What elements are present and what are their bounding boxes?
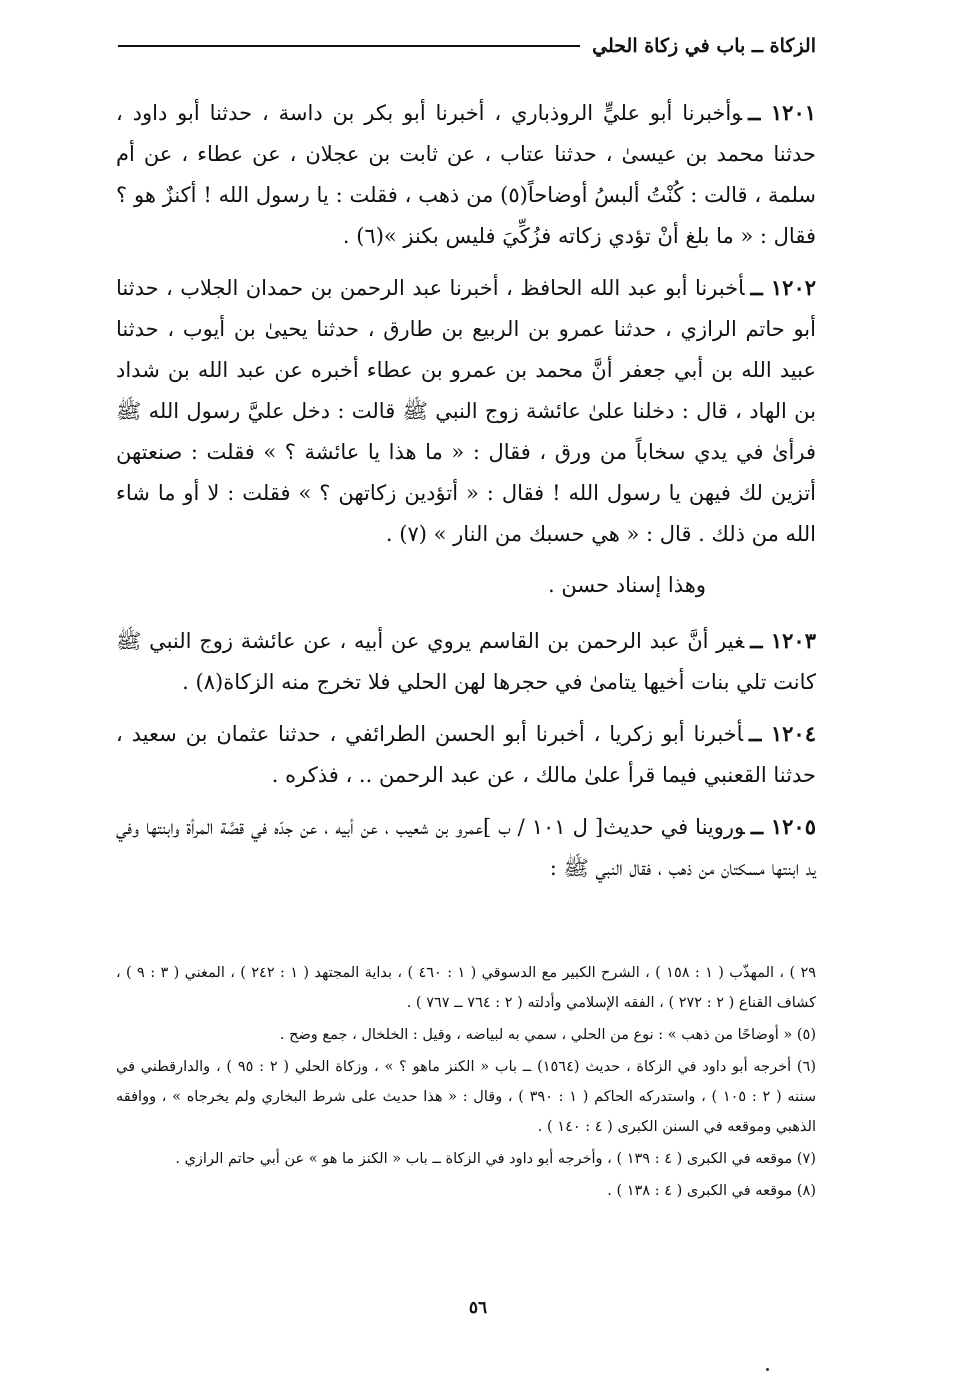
hadith-1205 (116, 806, 816, 889)
hadith-1203 (116, 620, 816, 703)
hadith-1204 (116, 713, 816, 796)
footnotes (116, 958, 816, 1208)
stray-dot (766, 1368, 769, 1371)
hadith-number: ١٢٠٢ ــ (750, 275, 817, 300)
footnote: (٧) موقعه في الكبرى ( ٤ : ١٣٩ ) ، وأخرجه أبو داود في الزكاة ــ باب « الكنز ما هو » عن أبي حاتم الرازي . (175, 1151, 816, 1167)
hadith-1201 (116, 92, 816, 257)
header-rule (118, 45, 580, 47)
footnote: (٦) أخرجه أبو داود في الزكاة ، حديث (١٥٦٤) ــ باب « الكنز ماهو ؟ » ، وزكاة الحلي ( ٢ : ٩٥ ) ، والدارقطني في سننه ( ٢ : ١٠٥ ) ، واستدركه الحاكم ( ١ : ٣٩٠ ) ، وقال : « هذا حديث على شرط البخاري ولم يخرجاه » ، ووافقه الذهبي وموقعه في السنن الكبرى ( ٤ : ١٤٠ ) . (116, 1059, 817, 1135)
hadith-number: ١٢٠٥ ــ (750, 814, 816, 839)
footnote: (٥) « أوضاحًا من ذهب » : نوع من الحلي ، سمي به لبياضه ، وقيل : الخلخال ، جمع وضح . (279, 1027, 816, 1043)
hadith-text: أخبرنا أبو زكريا ، أخبرنا أبو الحسن الطرائفي ، حدثنا عثمان بن سعيد ، حدثنا القعنبي فيما قرأ علىٰ مالك ، عن عبد الرحمن .. ، فذكره . (116, 722, 816, 787)
hadith-text: أخبرنا أبو عبد الله الحافظ ، أخبرنا عبد الرحمن بن حمدان الجلاب ، حدثنا أبو حاتم الرازي ، حدثنا عمرو بن الربيع بن طارق ، حدثنا يحيىٰ بن أيوب ، حدثنا عبيد الله بن أبي جعفر أنَّ محمد بن عمرو بن عطاء أخبره عن عبد الله بن شداد بن الهاد ، قال : دخلنا علىٰ عائشة زوج النبي ﷺ قالت : دخل عليَّ رسول الله ﷺ فرأىٰ في يدي سخاباً من ورق ، فقال : « ما هذا يا عائشة ؟ » فقلت : صنعتهن أتزين لك فيهن يا رسول الله ! فقال : « أتؤدين زكاتهن ؟ » فقلت : لا أو ما شاء الله من ذلك . قال : « هي حسبك من النار » (٧) . (116, 276, 816, 546)
isnad-note (116, 565, 816, 606)
hadith-text: وروينا في حديث[ ل ١٠١ / ب ]عمرو بن شعيب ، عن أبيه ، عن جدّه في قصَّة المرأة وابنتها وفي يد ابنتها مسكتان من ذهب ، فقال النبي ﷺ : (116, 815, 816, 880)
footnote: (٨) موقعه في الكبرى ( ٤ : ١٣٨ ) . (607, 1183, 816, 1199)
hadith-1202 (116, 267, 816, 555)
hadith-text: وأخبرنا أبو عليٍّ الروذباري ، أخبرنا أبو بكر بن داسة ، حدثنا أبو داود ، حدثنا محمد بن عيسىٰ ، حدثنا عتاب ، عن ثابت بن عجلان ، عن عطاء ، عن أم سلمة ، قالت : كُنْتُ ألبسُ أوضاحاً(٥) من ذهب ، فقلت : يا رسول الله ! أكنزٌ هو ؟ فقال : « ما بلغ أنْ تؤدي زكاته فزُكِّيَ فليس بكنز »(٦) . (116, 101, 816, 248)
hadith-number: ١٢٠٤ ــ (749, 721, 816, 746)
running-header (118, 28, 816, 64)
footnote: ٢٩ ) ، المهذّب ( ١ : ١٥٨ ) ، الشرح الكبير مع الدسوقي ( ١ : ٤٦٠ ) ، بداية المجتهد ( ١ : ٢٤٢ ) ، المغني ( ٣ : ٩ ) ، كشاف القناع ( ٢ : ٢٧٢ ) ، الفقه الإسلامي وأدلته ( ٢ : ٧٦٤ ــ ٧٦٧ ) . (116, 965, 817, 1011)
page-number: ٥٦ (468, 1298, 488, 1318)
isnad-text: وهذا إسناد حسن . (548, 573, 706, 597)
hadith-number: ١٢٠١ ــ (748, 100, 817, 125)
main-text (116, 92, 816, 899)
hadith-number: ١٢٠٣ ــ (750, 628, 816, 653)
hadith-text: غير أنَّ عبد الرحمن بن القاسم يروي عن أبيه ، عن عائشة زوج النبي ﷺ كانت تلي بنات أخيها يتامىٰ في حجرها لهن الحلي فلا تخرج منه الزكاة(٨) . (116, 629, 816, 694)
header-title: الزكاة ــ باب في زكاة الحلي (592, 35, 816, 57)
